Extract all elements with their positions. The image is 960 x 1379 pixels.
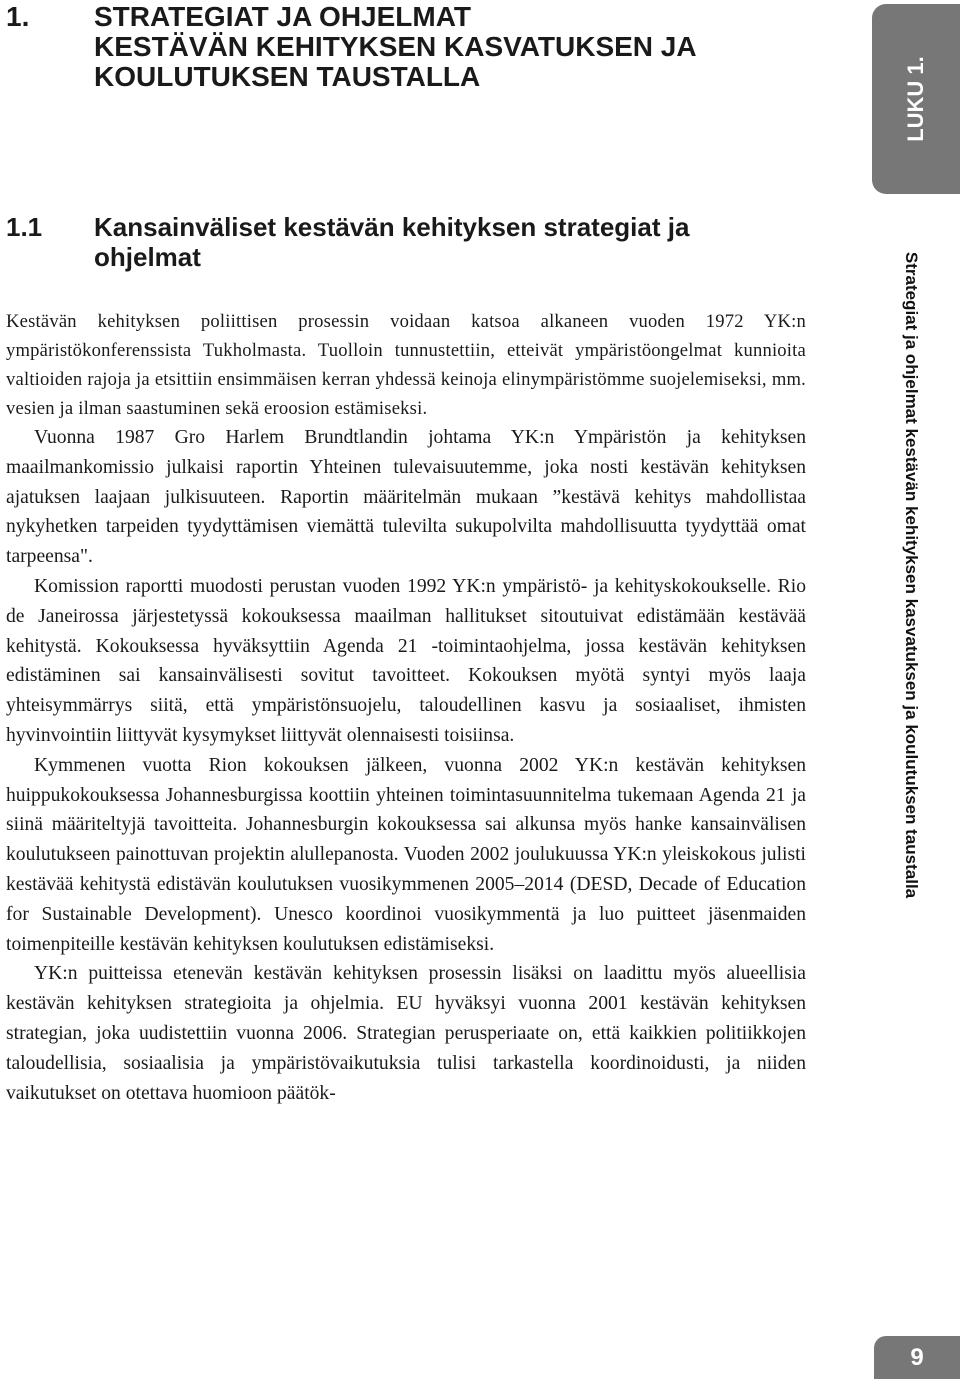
chapter-title	[6, 2, 856, 92]
section-heading	[6, 212, 856, 272]
paragraph: Kymmenen vuotta Rion kokouksen jälkeen, vuonna 2002 YK:n kestävän kehityksen huippukokouksessa Johannesburgissa koottiin yhteinen toimintasuunnitelma tukemaan Agenda 21 ja siinä määriteltyjä tavoitteita. Johannesburgin kokouksessa sai alkunsa myös hanke kansainvälisen koulutukseen painottuvan projektin alullepanosta. Vuoden 2002 joulukuussa YK:n yleiskokous julisti kestävää kehitystä edistävän koulutuksen vuosikymmenen 2005–2014 (DESD, Decade of Education for Sustainable Development). Unesco koordinoi vuosikymmentä ja luo puitteet jäsenmaiden toimenpiteille kestävän kehityksen koulutuksen edistämiseksi.	[6, 754, 806, 955]
paragraph: Komission raportti muodosti perustan vuoden 1992 YK:n ympäristö- ja kehityskokoukselle. Rio de Janeirossa järjestetyssä kokouksessa maailman hallitukset sitoutuivat edistämään kestävää kehitystä. Kokouksessa hyväksyttiin Agenda 21 -toimintaohjelma, jossa kestävän kehityksen edistäminen sai kansainvälisesti sovitut tavoitteet. Kokouksen myötä syntyi myös laaja yhteisymmärrys siitä, että ympäristönsuojelu, taloudellinen kasvu ja sosiaaliset, ihmisten hyvinvointiin liittyvät kysymykset liittyvät olennaisesti toisiinsa.	[6, 575, 806, 746]
body-text	[6, 307, 806, 1108]
paragraph: Vuonna 1987 Gro Harlem Brundtlandin johtama YK:n Ympäristön ja kehityksen maailmankomissio julkaisi raportin Yhteinen tulevaisuutemme, joka nosti kestävän kehityksen ajatuksen laajaan julkisuuteen. Raportin määritelmän mukaan ”kestävä kehitys mahdollistaa nykyhetken tarpeiden tyydyttämisen viemättä tulevilta sukupolvilta mahdollisuutta tyydyttää omat tarpeensa".	[6, 427, 806, 568]
chapter-tab	[872, 4, 960, 194]
page-number: 9	[874, 1336, 960, 1379]
section-title: Kansainväliset kestävän kehityksen strategiat ja ohjelmat	[94, 212, 690, 272]
running-head-vertical: Strategiat ja ohjelmat kestävän kehityksen kasvatuksen ja koulutuksen taustalla	[902, 251, 921, 899]
paragraph: Kestävän kehityksen poliittisen prosessin voidaan katsoa alkaneen vuoden 1972 YK:n ympäristökonferenssista Tukholmasta. Tuolloin tunnustettiin, etteivät ympäristöongelmat kunnioita valtioiden rajoja ja etsittiin ensimmäisen kerran yhdessä keinoja elinympäristömme suojelemiseksi, mm. vesien ja ilman saastuminen sekä eroosion estämiseksi.	[6, 311, 806, 419]
paragraph: YK:n puitteissa etenevän kestävän kehityksen prosessin lisäksi on laadittu myös alueellisia kestävän kehityksen strategioita ja ohjelmia. EU hyväksyi vuonna 2001 kestävän kehityksen strategian, joka uudistettiin vuonna 2006. Strategian perusperiaate on, että kaikkien politiikkojen taloudellisia, sosiaalisia ja ympäristövaikutuksia tulisi tarkastella koordinoidusti, ja niiden vaikutukset on otettava huomioon päätök-	[6, 963, 806, 1104]
chapter-tab-label: LUKU 1.	[903, 56, 928, 142]
chapter-title-text: STRATEGIAT JA OHJELMAT KESTÄVÄN KEHITYKSEN KASVATUKSEN JA KOULUTUKSEN TAUSTALLA	[94, 1, 697, 92]
chapter-number: 1.	[6, 1, 30, 32]
section-number: 1.1	[6, 212, 43, 242]
